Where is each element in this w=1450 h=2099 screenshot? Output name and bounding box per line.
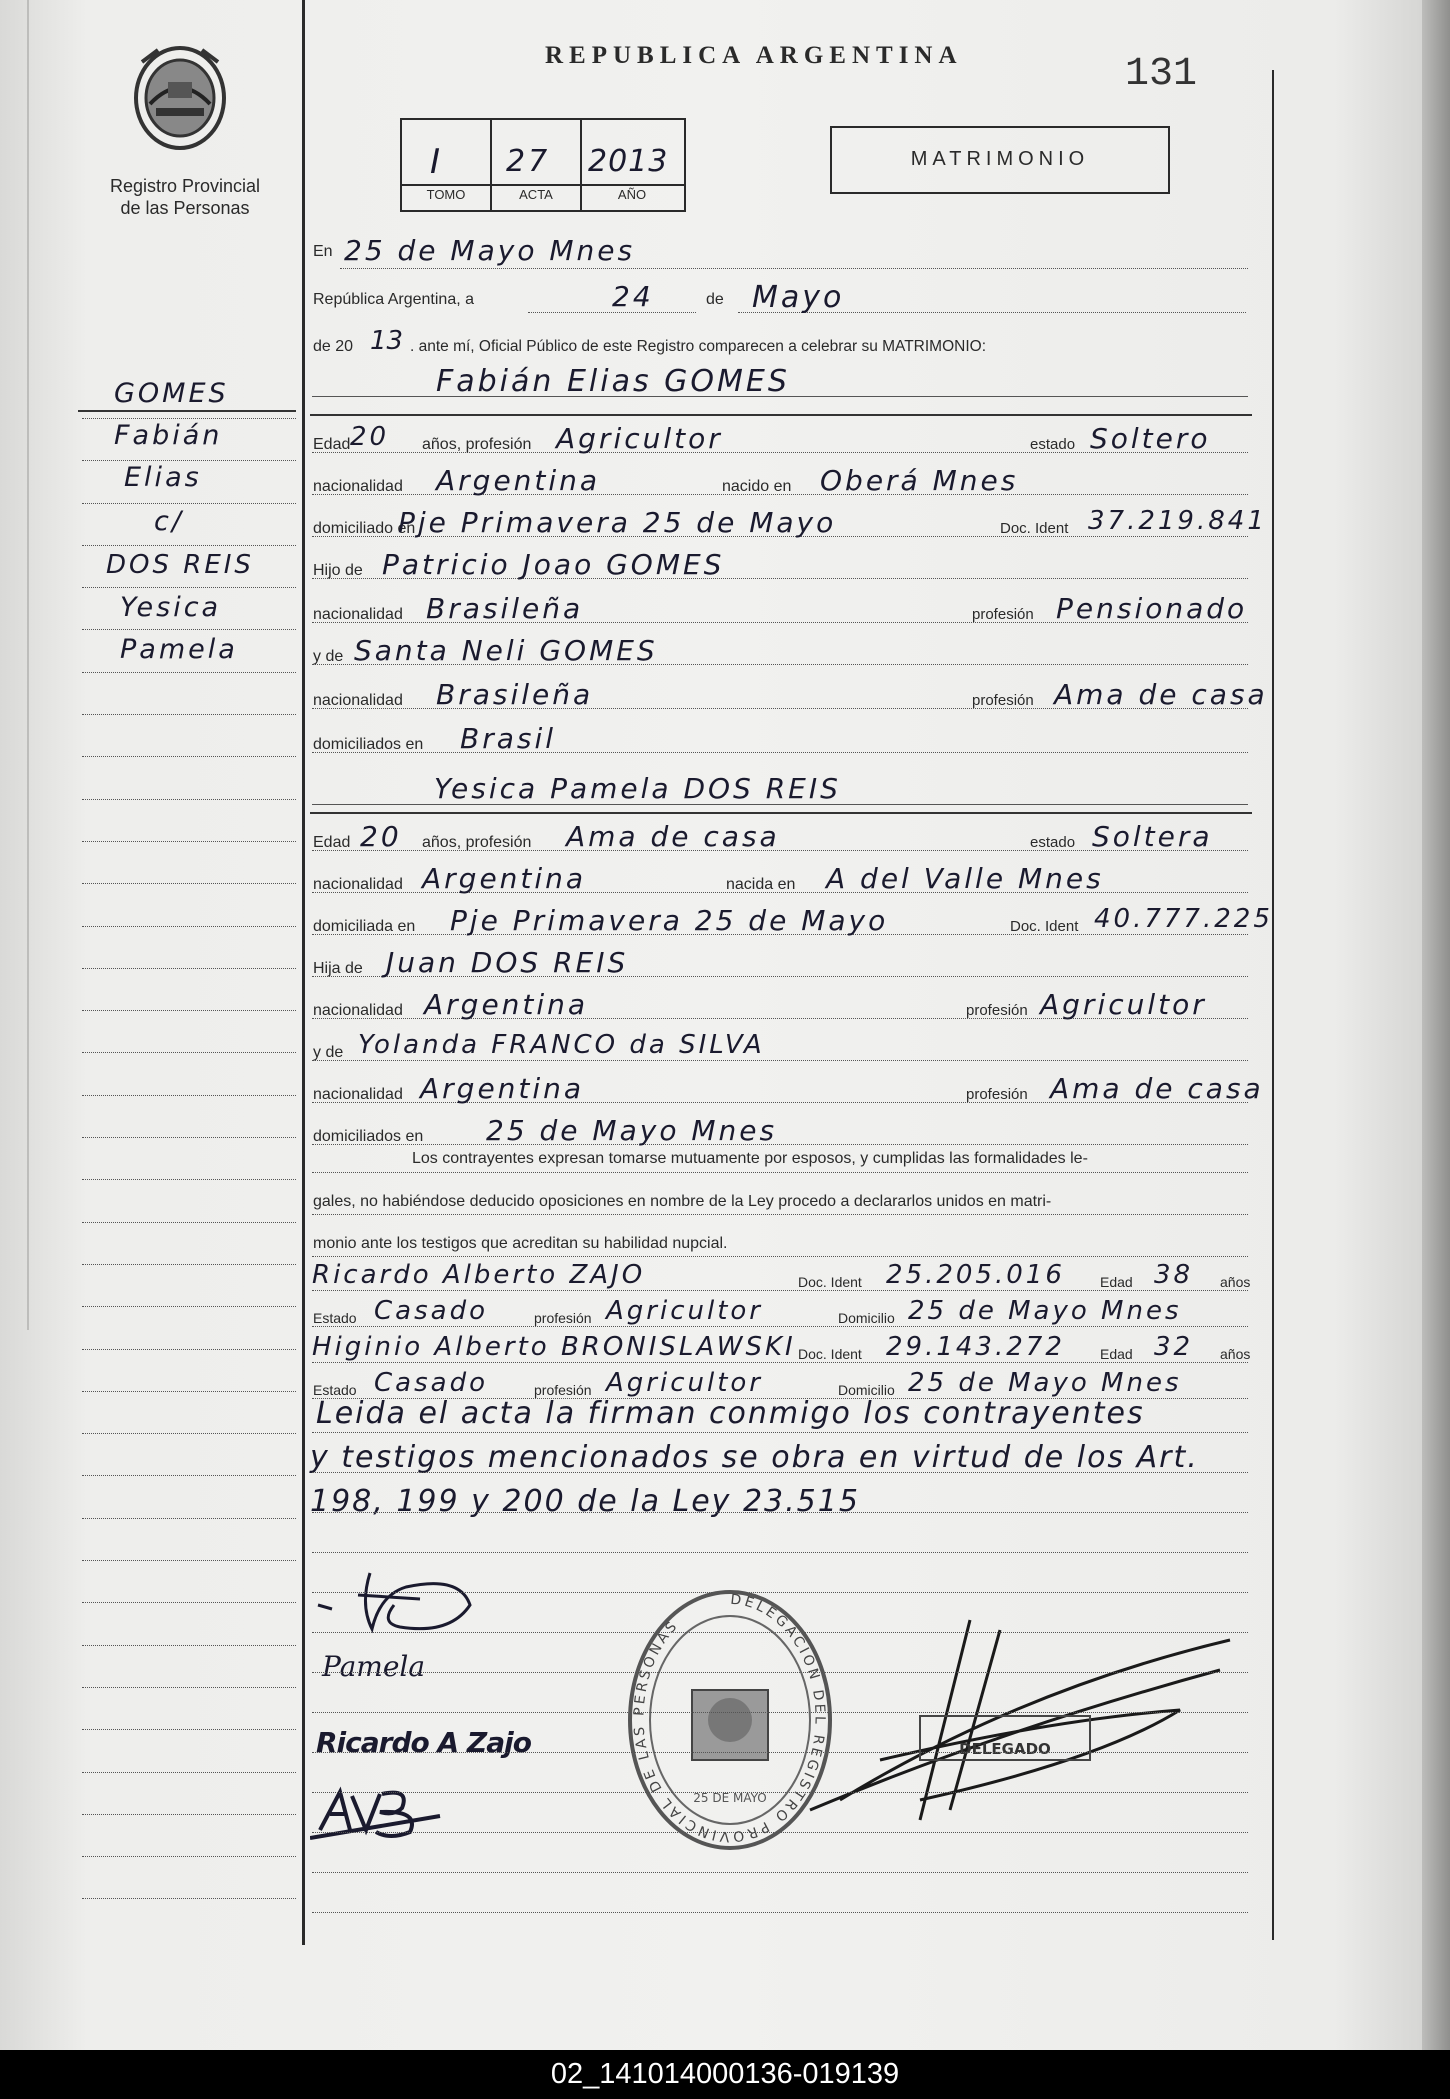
form-label: estado xyxy=(1030,834,1076,851)
dotted-line xyxy=(312,1398,1248,1399)
dotted-line xyxy=(312,1172,1248,1173)
handwritten-value: Brasileña xyxy=(436,678,594,711)
form-label: años, profesión xyxy=(422,834,532,851)
handwritten-value: Brasileña xyxy=(426,592,584,625)
margin-dotted-line xyxy=(82,1433,296,1434)
handwritten-value: 25.205.016 xyxy=(886,1260,1065,1290)
tomo-label: TOMO xyxy=(426,187,466,202)
form-label: Hija de xyxy=(313,960,363,977)
handwritten-value: 29.143.272 xyxy=(886,1332,1065,1362)
margin-dotted-line xyxy=(82,799,296,800)
margin-bride-surname: DOS REIS xyxy=(106,550,254,580)
column-divider xyxy=(302,0,305,1945)
handwritten-value: 40.777.225 xyxy=(1094,904,1273,934)
form-label: Doc. Ident xyxy=(1010,918,1079,935)
en-label: En xyxy=(313,243,333,260)
margin-dotted-line xyxy=(82,545,296,546)
declaration-line3: monio ante los testigos que acreditan su habilidad nupcial. xyxy=(313,1235,728,1252)
handwritten-value: Higinio Alberto BRONISLAWSKI xyxy=(312,1332,796,1362)
margin-rule xyxy=(78,410,296,412)
form-label: profesión xyxy=(534,1310,592,1326)
dotted-line xyxy=(312,1912,1248,1913)
bride-signature: Pamela xyxy=(322,1650,426,1683)
document-type-box xyxy=(830,126,1170,194)
handwritten-value: 37.219.841 xyxy=(1088,506,1267,536)
margin-dotted-line xyxy=(82,1560,296,1561)
dotted-line xyxy=(312,1832,1248,1833)
margin-dotted-line xyxy=(82,714,296,715)
margin-fold xyxy=(27,0,29,1330)
handwritten-value: 25 de Mayo Mnes xyxy=(908,1296,1182,1326)
form-label: y de xyxy=(313,1044,344,1061)
handwritten-value: Brasil xyxy=(460,722,557,755)
form-label: nacido en xyxy=(722,478,792,495)
handwritten-value: 25 de Mayo Mnes xyxy=(486,1114,778,1147)
file-id-bar: 02_141014000136-019139 xyxy=(0,2050,1450,2099)
handwritten-value: Casado xyxy=(374,1296,488,1326)
stamp-official: DELEGADO xyxy=(959,1740,1051,1758)
witness-signature: Ricardo A Zajo xyxy=(316,1726,531,1759)
day-value: 24 xyxy=(612,280,654,313)
form-label: estado xyxy=(1030,436,1076,453)
place-value: 25 de Mayo Mnes xyxy=(344,234,636,267)
dotted-line xyxy=(312,1552,1248,1553)
province-seal-icon xyxy=(128,42,232,154)
page-edge-shadow xyxy=(1422,0,1450,2050)
year-suffix: 13 xyxy=(370,326,404,356)
form-label: profesión xyxy=(972,606,1034,623)
handwritten-value: Agricultor xyxy=(606,1368,763,1398)
margin-dotted-line xyxy=(82,460,296,461)
margin-dotted-line xyxy=(82,1095,296,1096)
declaration-line2: gales, no habiéndose deducido oposiciones en nombre de la Ley procedo a declararlos unidos en matri- xyxy=(313,1193,1052,1210)
margin-dotted-line xyxy=(82,1052,296,1053)
handwritten-value: Argentina xyxy=(424,988,589,1021)
handwritten-value: 25 de Mayo Mnes xyxy=(908,1368,1182,1398)
stamp-inner: 25 DE MAYO xyxy=(693,1791,767,1805)
form-label: Doc. Ident xyxy=(1000,520,1069,537)
handwritten-value: Ricardo Alberto ZAJO xyxy=(312,1260,646,1290)
margin-dotted-line xyxy=(82,503,296,504)
form-label: Estado xyxy=(313,1310,357,1326)
form-label: domiciliados en xyxy=(313,736,424,753)
margin-dotted-line xyxy=(82,926,296,927)
handwritten-value: 38 xyxy=(1154,1260,1194,1290)
margin-dotted-line xyxy=(82,1518,296,1519)
handwritten-value: Juan DOS REIS xyxy=(386,946,629,979)
margin-dotted-line xyxy=(82,1137,296,1138)
margin-dotted-line xyxy=(82,672,296,673)
stamp-text: DELEGACION DEL REGISTRO PROVINCIAL DE LAS PERSONAS xyxy=(631,1591,828,1845)
form-label: domiciliados en xyxy=(313,1128,424,1145)
handwritten-value: 20 xyxy=(360,820,402,853)
handwritten-value: Santa Neli GOMES xyxy=(354,634,658,667)
margin-dotted-line xyxy=(82,1729,296,1730)
margin-bride-middle: Pamela xyxy=(120,634,238,665)
form-label: nacionalidad xyxy=(313,692,403,709)
dotted-line xyxy=(312,1362,1248,1363)
section-rule xyxy=(310,812,1252,814)
form-label: Edad xyxy=(313,834,351,851)
handwritten-value: Ama de casa xyxy=(1050,1072,1264,1105)
handwritten-value: Ama de casa xyxy=(566,820,780,853)
margin-dotted-line xyxy=(82,1179,296,1180)
dotted-line xyxy=(312,1672,1248,1673)
form-label: Estado xyxy=(313,1382,357,1398)
margin-dotted-line xyxy=(82,1602,296,1603)
declaration-line1: Los contrayentes expresan tomarse mutuamente por esposos, y cumplidas las formalidades le- xyxy=(412,1150,1088,1167)
dotted-line xyxy=(312,1214,1248,1215)
year-prefix: de 20 xyxy=(313,338,354,355)
acta-label: ACTA xyxy=(519,187,553,202)
witness2-signature-icon xyxy=(310,1780,460,1850)
form-label: domiciliado en xyxy=(313,520,416,537)
form-label: Edad xyxy=(1100,1274,1133,1290)
form-label: años xyxy=(1220,1346,1251,1362)
handwritten-value: Agricultor xyxy=(556,422,723,455)
margin-dotted-line xyxy=(82,1898,296,1899)
acta-value: 27 xyxy=(506,144,551,179)
closing-line1: Leida el acta la firman conmigo los contrayentes xyxy=(316,1396,1145,1431)
handwritten-value: Argentina xyxy=(422,862,587,895)
registry-line2: de las Personas xyxy=(120,198,250,218)
margin-dotted-line xyxy=(82,1645,296,1646)
closing-line2: y testigos mencionados se obra en virtud de los Art. xyxy=(310,1440,1199,1475)
margin-dotted-line xyxy=(82,1222,296,1223)
form-label: Doc. Ident xyxy=(798,1274,862,1290)
month-value: Mayo xyxy=(752,280,845,315)
tomo-value: I xyxy=(430,142,444,182)
handwritten-value: Ama de casa xyxy=(1054,678,1268,711)
form-label: años, profesión xyxy=(422,436,532,453)
handwritten-value: A del Valle Mnes xyxy=(826,862,1104,895)
dotted-line xyxy=(312,804,1248,805)
page-number: 131 xyxy=(1125,52,1198,97)
official-signature-icon xyxy=(800,1610,1250,1830)
form-label: Domicilio xyxy=(838,1382,895,1398)
dotted-line xyxy=(312,1712,1248,1713)
bride-name: Yesica Pamela DOS REIS xyxy=(434,772,841,805)
margin-dotted-line xyxy=(82,1010,296,1011)
form-label: profesión xyxy=(534,1382,592,1398)
margin-dotted-line xyxy=(82,1306,296,1307)
margin-middle-name: Elias xyxy=(124,462,202,493)
margin-dotted-line xyxy=(82,1264,296,1265)
form-label: Edad xyxy=(1100,1346,1133,1362)
dotted-line xyxy=(312,1060,1248,1061)
dotted-line xyxy=(340,268,1248,269)
de-label: de xyxy=(706,291,724,308)
dotted-line xyxy=(312,1592,1248,1593)
handwritten-value: Casado xyxy=(374,1368,488,1398)
handwritten-value: Soltera xyxy=(1092,820,1213,853)
form-label: profesión xyxy=(966,1002,1028,1019)
dotted-line xyxy=(312,1144,1248,1145)
groom-name: Fabián Elias GOMES xyxy=(436,364,790,399)
margin-dotted-line xyxy=(82,883,296,884)
dotted-line xyxy=(312,1632,1248,1633)
dotted-line xyxy=(312,1512,1248,1513)
form-label: nacionalidad xyxy=(313,876,403,893)
margin-connector: c/ xyxy=(154,506,184,537)
form-label: Domicilio xyxy=(838,1310,895,1326)
form-label: Hijo de xyxy=(313,562,363,579)
dotted-line xyxy=(312,1432,1248,1433)
dotted-line xyxy=(312,1290,1248,1291)
margin-dotted-line xyxy=(82,418,296,419)
anio-label: AÑO xyxy=(617,187,647,202)
margin-dotted-line xyxy=(82,1475,296,1476)
republica-label: República Argentina, a xyxy=(313,291,474,308)
anio-value: 2013 xyxy=(588,144,669,179)
margin-dotted-line xyxy=(82,968,296,969)
margin-dotted-line xyxy=(82,1687,296,1688)
form-label: nacionalidad xyxy=(313,1086,403,1103)
dotted-line xyxy=(312,1472,1248,1473)
margin-dotted-line xyxy=(82,1349,296,1350)
right-border xyxy=(1272,70,1274,1940)
handwritten-value: Argentina xyxy=(420,1072,585,1105)
country-title: REPUBLICA ARGENTINA xyxy=(545,42,963,69)
margin-dotted-line xyxy=(82,629,296,630)
dotted-line xyxy=(312,752,1248,753)
closing-line3: 198, 199 y 200 de la Ley 23.515 xyxy=(310,1484,860,1519)
margin-dotted-line xyxy=(82,1391,296,1392)
dotted-line xyxy=(312,1256,1248,1257)
margin-dotted-line xyxy=(82,587,296,588)
document-type: MATRIMONIO xyxy=(910,148,1090,170)
handwritten-value: 20 xyxy=(350,422,390,452)
margin-dotted-line xyxy=(82,756,296,757)
handwritten-value: Soltero xyxy=(1090,422,1211,455)
intro-text: . ante mí, Oficial Público de este Registro comparecen a celebrar su MATRIMONIO: xyxy=(410,338,987,355)
handwritten-value: Agricultor xyxy=(1040,988,1207,1021)
handwritten-value: Patricio Joao GOMES xyxy=(382,548,725,581)
handwritten-value: Agricultor xyxy=(606,1296,763,1326)
form-label: profesión xyxy=(972,692,1034,709)
handwritten-value: Pensionado xyxy=(1056,592,1248,625)
form-label: domiciliada en xyxy=(313,918,416,935)
margin-dotted-line xyxy=(82,841,296,842)
handwritten-value: Argentina xyxy=(436,464,601,497)
form-label: años xyxy=(1220,1274,1251,1290)
form-label: Doc. Ident xyxy=(798,1346,862,1362)
dotted-line xyxy=(312,1326,1248,1327)
margin-dotted-line xyxy=(82,1814,296,1815)
margin-bride-first: Yesica xyxy=(120,592,222,623)
form-label: y de xyxy=(313,648,344,665)
form-label: nacida en xyxy=(726,876,796,893)
handwritten-value: Yolanda FRANCO da SILVA xyxy=(358,1030,765,1060)
form-label: nacionalidad xyxy=(313,478,403,495)
margin-dotted-line xyxy=(82,1772,296,1773)
form-label: nacionalidad xyxy=(313,606,403,623)
margin-first-name: Fabián xyxy=(114,420,223,451)
act-number-box xyxy=(400,118,686,212)
dotted-line xyxy=(312,1792,1248,1793)
form-label: Edad xyxy=(313,436,351,453)
dotted-line xyxy=(312,1872,1248,1873)
margin-dotted-line xyxy=(82,1856,296,1857)
form-label: nacionalidad xyxy=(313,1002,403,1019)
registry-line1: Registro Provincial xyxy=(109,176,261,196)
groom-signature-icon xyxy=(310,1565,490,1645)
section-rule xyxy=(310,414,1252,416)
handwritten-value: Pje Primavera 25 de Mayo xyxy=(450,904,889,937)
handwritten-value: Oberá Mnes xyxy=(820,464,1019,497)
handwritten-value: 32 xyxy=(1154,1332,1194,1362)
margin-surname: GOMES xyxy=(114,378,229,409)
form-label: profesión xyxy=(966,1086,1028,1103)
handwritten-value: Pje Primavera 25 de Mayo xyxy=(398,506,837,539)
dotted-line xyxy=(312,1752,1248,1753)
